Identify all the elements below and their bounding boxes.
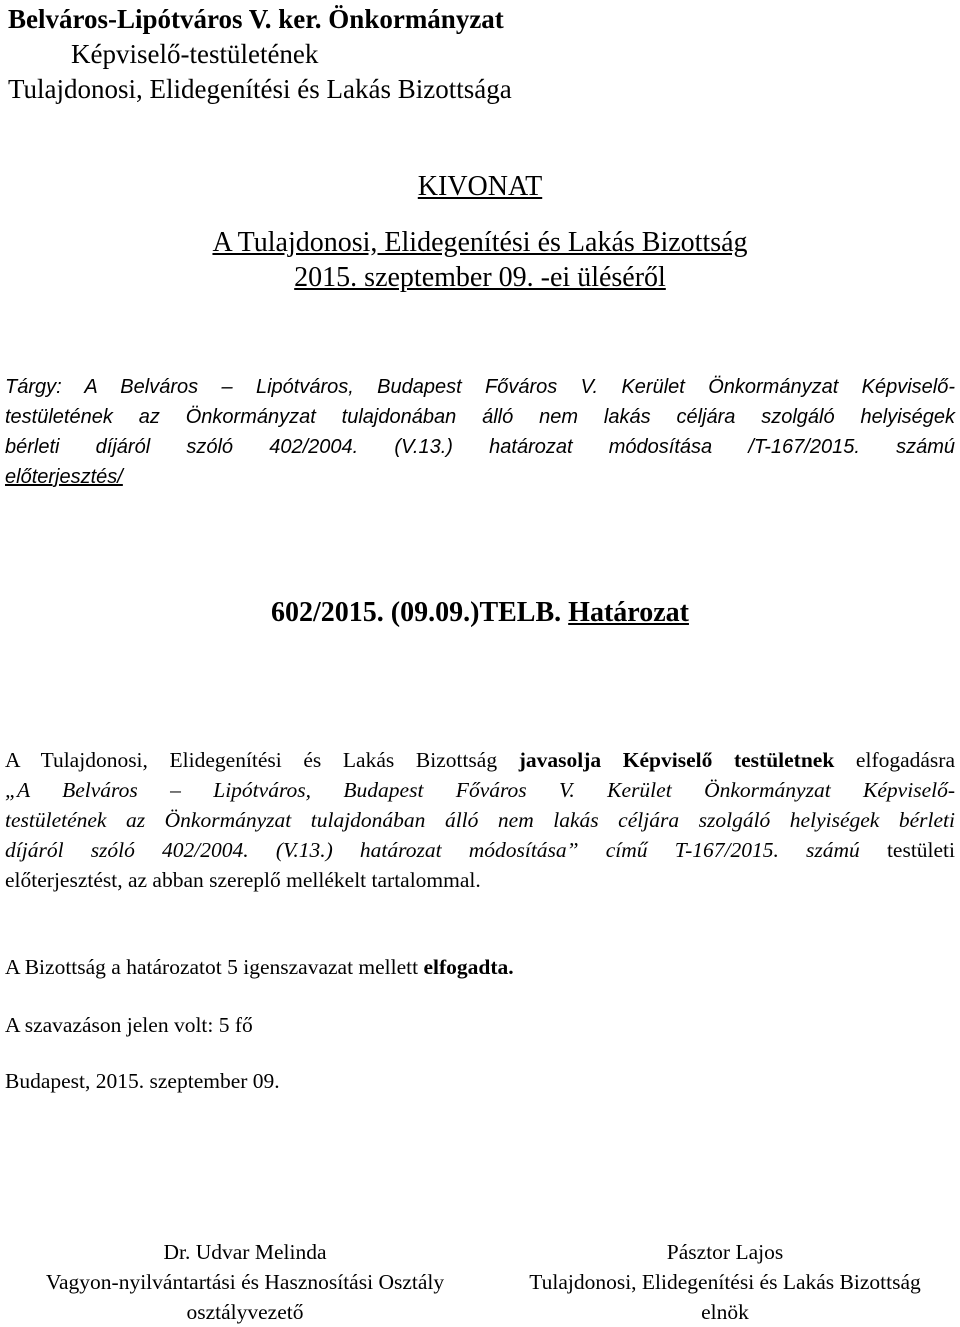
resolution-paragraph [5,745,955,895]
signer-org-right: Tulajdonosi, Elidegenítési és Lakás Bizottság [529,1270,921,1294]
subject-line-3: bérleti díjáról szóló 402/2004. (V.13.) határozat módosítása /T-167/2015. számú [5,436,955,458]
subject-block [5,372,955,492]
signer-role-left: osztályvezető [186,1300,304,1324]
signer-name-right: Pásztor Lajos [666,1240,784,1264]
header-body: Képviselő-testületének [71,39,319,69]
signer-org-left: Vagyon-nyilvántartási és Hasznosítási Osztály [45,1270,445,1294]
kivonat-title: KIVONAT [417,171,543,202]
para-line-2: „A Belváros – Lipótváros, Budapest Főváros V. Kerület Önkormányzat Képviselő- [5,778,955,802]
header-municipality: Belváros-Lipótváros V. ker. Önkormányzat [8,4,504,34]
vote-result: A Bizottság a határozatot 5 igenszavazat mellett elfogadta. [5,955,514,979]
resolution-code: 602/2015. (09.09.)TELB. [271,597,562,628]
attendance: A szavazáson jelen volt: 5 fő [5,1013,253,1037]
document-title-block [0,169,960,295]
signer-name-left: Dr. Udvar Melinda [163,1240,327,1264]
para-line-1: A Tulajdonosi, Elidegenítési és Lakás Bizottság javasolja Képviselő testületnek elfogadásra [5,748,956,772]
header-committee: Tulajdonosi, Elidegenítési és Lakás Bizottsága [8,74,512,104]
signature-left [0,1237,490,1327]
title-meeting-date: 2015. szeptember 09. -ei üléséről [294,262,666,293]
subject-line-4: előterjesztés/ [5,466,123,488]
subject-label: Tárgy: [5,376,62,398]
title-committee: A Tulajdonosi, Elidegenítési és Lakás Bizottság [212,227,748,258]
para-line-4: díjáról szóló 402/2004. (V.13.) határozat módosítása” című T-167/2015. számú testületi [5,838,956,862]
place-date: Budapest, 2015. szeptember 09. [5,1069,280,1093]
para-line-3: testületének az Önkormányzat tulajdonában álló nem lakás céljára szolgáló helyiségek bérleti [5,808,955,832]
resolution-number [0,597,960,629]
subject-line-2: testületének az Önkormányzat tulajdonában álló nem lakás céljára szolgáló helyiségek [5,406,955,428]
subject-line-1: Tárgy: A Belváros – Lipótváros, Budapest Főváros V. Kerület Önkormányzat Képviselő- [5,376,955,398]
signature-right [490,1237,960,1327]
document-header [8,2,512,107]
para-line-5: előterjesztést, az abban szereplő mellékelt tartalommal. [5,868,481,892]
resolution-word: Határozat [568,597,689,628]
signer-role-right: elnök [701,1300,749,1324]
